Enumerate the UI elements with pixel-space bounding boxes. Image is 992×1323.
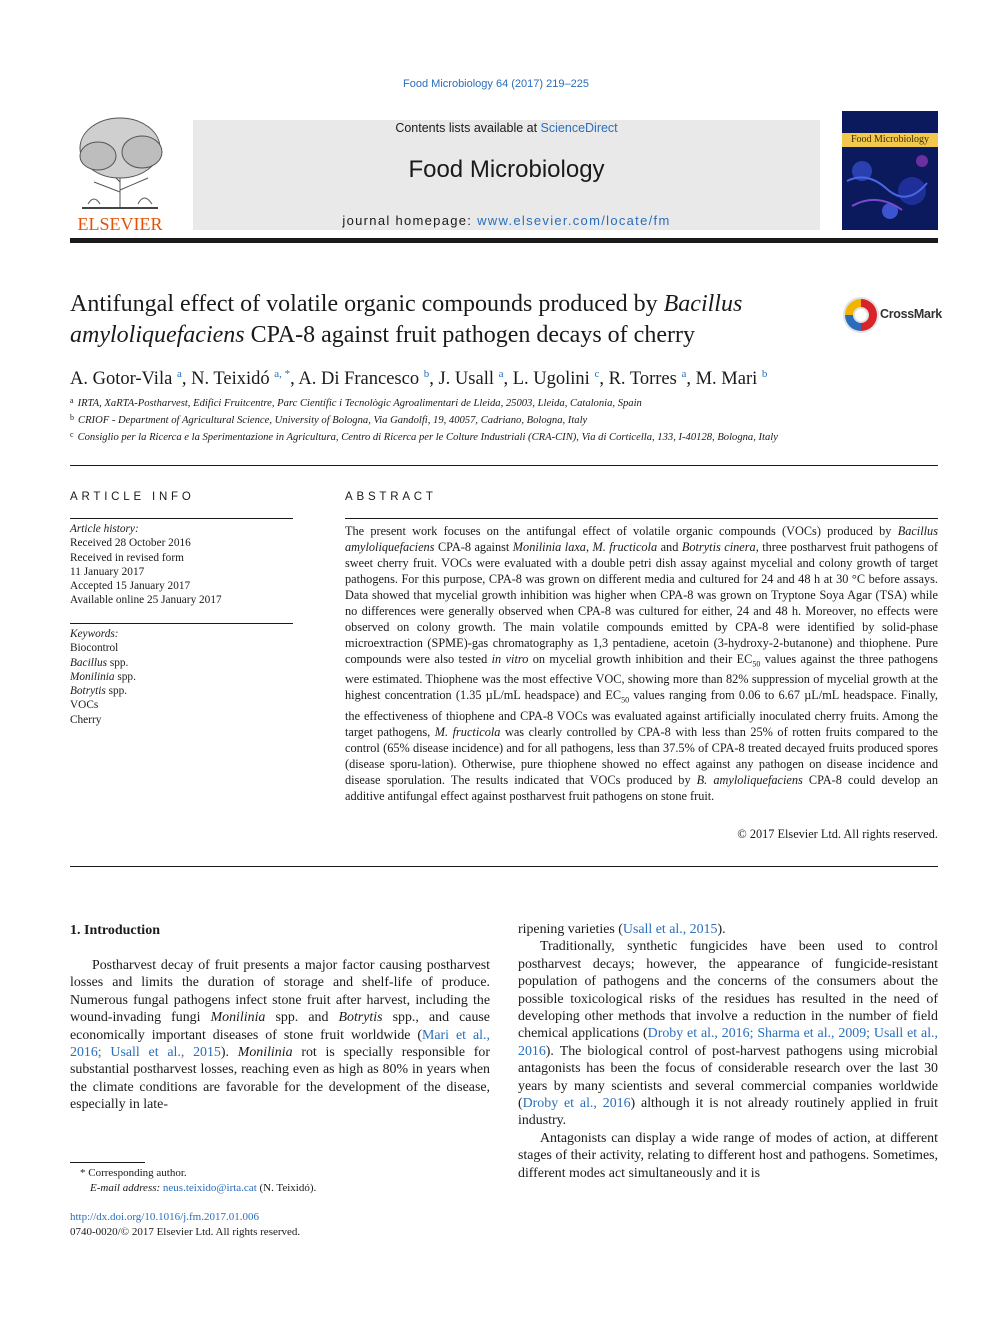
italic-text: Monilinia <box>210 1010 266 1026</box>
paragraph <box>518 1130 938 1182</box>
homepage-prefix: journal homepage: <box>342 213 478 228</box>
affiliation-mark: c <box>70 430 74 440</box>
text-run: ) although it is not already routinely applied in fruit industry. <box>518 1096 938 1129</box>
text-run: on mycelial growth inhibition and their EC <box>528 651 753 666</box>
keyword-text: spp. <box>114 670 136 683</box>
divider <box>70 465 938 466</box>
issn-line: 0740-0020/© 2017 Elsevier Ltd. All rights reserved. <box>70 1226 301 1238</box>
keywords-list <box>70 641 293 727</box>
keyword-text: VOCs <box>70 699 99 712</box>
history-item: 11 January 2017 <box>70 565 145 578</box>
keyword <box>70 670 293 684</box>
history-item: Received in revised form <box>70 551 184 564</box>
email-label: E-mail address: <box>90 1182 163 1194</box>
section-heading-introduction: 1. Introduction <box>70 923 160 938</box>
keyword-text: spp. <box>107 656 129 669</box>
journal-homepage <box>193 213 820 228</box>
sciencedirect-link[interactable]: ScienceDirect <box>540 121 618 135</box>
keyword-text: spp. <box>105 685 128 698</box>
keywords <box>70 627 293 727</box>
italic-text: M. fructicola <box>434 724 501 739</box>
author-name[interactable]: A. Di Francesco <box>298 369 420 390</box>
text-run: values ranging from 0.06 to 6.67 µL/mL headspace. Finally, the effectiveness of thiophene and CPA-8 VOCs was evaluated against artificially inoculated cherry fruits. Among the target pathogens, <box>345 688 939 739</box>
abstract-heading: ABSTRACT <box>345 491 437 503</box>
divider <box>70 866 938 867</box>
cover-title: Food Microbiology <box>842 133 938 147</box>
divider <box>345 518 938 519</box>
email-link[interactable]: neus.teixido@irta.cat <box>162 1182 257 1194</box>
article-history <box>70 522 293 608</box>
crossmark-icon <box>842 296 880 334</box>
author-separator: , <box>686 369 696 390</box>
italic-text: Botrytis <box>338 1010 383 1026</box>
subscript: 50 <box>621 695 630 705</box>
keyword-italic: Monilinia <box>70 670 115 683</box>
keyword-text: Cherry <box>70 713 102 726</box>
history-list <box>70 536 293 607</box>
text-run: Antagonists can display a wide range of modes of action, at different stages of their activity, relating to different host and pathogens. Sometimes, different modes act simultaneously and it is <box>518 1130 938 1181</box>
contents-line <box>193 121 820 135</box>
author-affiliation-mark[interactable]: a <box>498 368 504 380</box>
history-item: Received 28 October 2016 <box>70 537 191 550</box>
affiliation <box>70 394 830 411</box>
history-item: Accepted 15 January 2017 <box>70 580 191 593</box>
subscript: 50 <box>752 659 761 669</box>
text-run: , <box>585 539 593 554</box>
author-separator: , <box>181 369 192 390</box>
citation-link[interactable]: Droby et al., 2016 <box>522 1096 631 1112</box>
author-separator: , <box>429 369 439 390</box>
author-affiliation-mark[interactable]: b <box>423 368 430 380</box>
email-suffix: (N. Teixidó). <box>256 1182 317 1194</box>
title-text: CPA-8 against fruit pathogen decays of cherry <box>244 322 695 348</box>
journal-cover-thumbnail[interactable] <box>842 111 938 230</box>
journal-citation[interactable]: Food Microbiology 64 (2017) 219–225 <box>403 78 589 90</box>
affiliation <box>70 428 830 445</box>
author-affiliation-mark[interactable]: a <box>176 368 182 380</box>
journal-name: Food Microbiology <box>408 156 605 183</box>
citation-link[interactable]: Usall et al., 2015 <box>622 922 718 937</box>
divider <box>70 623 293 624</box>
keyword-italic: Botrytis <box>70 685 106 698</box>
header-rule <box>70 238 938 243</box>
affiliation-text: CRIOF - Department of Agricultural Science, University of Bologna, Via Gandolfi, 19, 40057, Cadriano, Bologna, Italy <box>78 415 588 427</box>
corresponding-label: * Corresponding author. <box>80 1167 187 1179</box>
text-run: , three postharvest fruit pathogens of sweet cherry fruit. VOCs were evaluated with a double petri dish assay against mycelial and colony growth of target pathogens. For this purpose, CPA-8 was grown on different media and cultured for 24 and 48 h at 30 °C before assays. Data showed that mycelial growth inhibition was higher when CPA-8 was grown on Tryptone Soya Agar (TSA) while no differences were generally observed when CPA-8 was cultured for either, 24 and 48 h. Moreover, no effects were observed on colony growth. The main volatile compounds emitted by CPA-8 were identified by solid-phase microextraction (SPME)-gas chromatography as 1,3 pentadiene, acetoin (3-hydroxy-2-butanone) and thiophene. Pure compounds were also tested <box>345 539 939 666</box>
divider <box>70 518 293 519</box>
history-label: Article history: <box>70 523 139 535</box>
text-run: ). The biological control of post-harvest pathogens using microbial antagonists has been the focus of considerable research over the last 30 years by many scientists and several commercial companies worldwide ( <box>518 1043 938 1112</box>
text-run: Postharvest decay of fruit presents a major factor causing postharvest losses and limits the duration of storage and shelf-life of produce. Numerous fungal pathogens infect stone fruit after harvest, including the wound-invading fungi <box>70 958 490 1026</box>
author-separator: , <box>290 369 299 390</box>
title-italic: Bacillus amyloliquefaciens <box>70 291 743 348</box>
text-run: ). <box>717 922 726 937</box>
keyword <box>70 713 293 727</box>
publisher-wordmark: ELSEVIER <box>77 214 163 234</box>
footnote-rule <box>70 1162 145 1163</box>
keyword <box>70 698 293 712</box>
author-name[interactable]: L. Ugolini <box>512 369 590 390</box>
text-run: ). <box>220 1045 238 1061</box>
italic-text: Bacillus amyloliquefaciens <box>345 524 938 554</box>
copyright-notice: © 2017 Elsevier Ltd. All rights reserved. <box>737 827 938 841</box>
citation-link[interactable]: Mari et al., 2016; Usall et al., 2015 <box>70 1027 490 1061</box>
paragraph <box>518 938 938 1129</box>
elsevier-logo[interactable] <box>68 112 172 234</box>
affiliation-text: IRTA, XaRTA-Postharvest, Edifici Fruitcentre, Parc Científic i Tecnològic Agroalimentari de Lleida, 25003, Lleida, Catalonia, Spain <box>77 398 642 409</box>
affiliations <box>70 394 830 446</box>
author-name[interactable]: M. Mari <box>695 369 758 390</box>
author-separator: , <box>599 369 609 390</box>
text-run: and <box>657 539 682 554</box>
text-run: The present work focuses on the antifungal effect of volatile organic compounds (VOCs) produced by <box>345 524 898 538</box>
keyword <box>70 656 293 670</box>
article-info-heading: ARTICLE INFO <box>70 491 195 503</box>
affiliation-text: Consiglio per la Ricerca e la Sperimentazione in Agricultura, Centro di Ricerca per le Colture Industriali (CRA-CIN), Via di Corticella, 133, I-40128, Bologna, Italy <box>77 432 778 444</box>
italic-text: Monilinia laxa <box>512 539 586 554</box>
citation-link[interactable]: Droby et al., 2016; Sharma et al., 2009; Usall et al., 2016 <box>518 1026 938 1059</box>
affiliation <box>70 411 830 428</box>
italic-text: Botrytis cinera <box>681 539 756 554</box>
doi-link[interactable]: http://dx.doi.org/10.1016/j.fm.2017.01.006 <box>70 1211 259 1223</box>
body-column-left <box>70 957 490 1114</box>
keyword-text: Biocontrol <box>70 642 119 655</box>
email-line <box>70 1181 490 1196</box>
contents-prefix: Contents lists available at <box>395 121 541 135</box>
text-run: CPA-8 could develop an additive antifungal effect against postharvest fruit pathogens on stone fruit. <box>345 772 938 803</box>
text-run: CPA-8 against <box>434 539 513 554</box>
affiliation-mark: a <box>70 396 74 405</box>
italic-text: Monilinia <box>237 1045 293 1061</box>
homepage-link[interactable]: www.elsevier.com/locate/fm <box>477 213 671 228</box>
keyword-italic: Bacillus <box>70 656 108 669</box>
title-text: Antifungal effect of volatile organic compounds produced by <box>70 291 664 317</box>
affiliation-mark: b <box>70 413 74 423</box>
keywords-label: Keywords: <box>70 628 119 640</box>
crossmark-label[interactable]: CrossMark <box>880 307 942 321</box>
text-run: spp. and <box>265 1010 339 1026</box>
text-run: was clearly controlled by CPA-8 with less than 25% of rotten fruits compared to the control (65% disease incidence) and for all pathogens, less than 37.5% of CPA-8 treated decayed fruits produced spores (disease sporu-lation). Otherwise, pure thiophene showed no effect against any pathogen on disease incidence and disease sporulation. The results indicated that VOCs produced by <box>345 724 938 787</box>
abstract-text <box>345 524 938 805</box>
corresponding-author-footnote <box>70 1166 490 1196</box>
italic-text: B. amyloliquefaciens <box>696 772 803 787</box>
keyword <box>70 641 293 655</box>
body-column-right <box>518 921 938 1182</box>
history-item: Available online 25 January 2017 <box>70 594 222 607</box>
elsevier-tree-icon <box>68 112 172 234</box>
text-run: values against the three pathogens were estimated. Thiophene was the most effective VOC, showing more than 82% suppression of mycelial growth at the highest concentration (1.35 µL/mL headspace) and EC <box>345 651 938 703</box>
author-name[interactable]: R. Torres <box>608 369 677 390</box>
paragraph <box>518 921 938 938</box>
author-separator: , <box>503 369 513 390</box>
author-affiliation-mark[interactable]: c <box>594 368 600 380</box>
author-list <box>70 362 940 391</box>
author-name[interactable]: N. Teixidó <box>191 369 270 390</box>
keyword <box>70 684 293 698</box>
author-affiliation-mark[interactable]: b <box>761 368 768 380</box>
italic-text: in vitro <box>491 651 529 666</box>
text-run: Traditionally, synthetic fungicides have been used to control postharvest decays; however, the appearance of fungicide-resistant population of pathogens and the concerns of the consumers about the possible toxicological risks of the residues has resulted in the need of developing other methods that involve a reduction in the number of field chemical applications ( <box>518 939 938 1042</box>
italic-text: M. fructicola <box>592 539 658 554</box>
text-run: ripening varieties ( <box>518 922 623 937</box>
author-name[interactable]: A. Gotor-Vila <box>70 369 173 390</box>
text-run: rot is specially responsible for substantial postharvest losses, reaching even as high as 80% in years when the climate conditions are favorable for the development of the disease, especially in late- <box>70 1045 490 1113</box>
author-name[interactable]: J. Usall <box>438 369 494 390</box>
text-run: spp., and cause economically important diseases of stone fruit worldwide ( <box>70 1010 490 1043</box>
cover-image <box>842 111 938 230</box>
article-title <box>70 289 830 351</box>
author-affiliation-mark[interactable]: a <box>681 368 687 380</box>
paragraph <box>70 957 490 1114</box>
author-affiliation-mark[interactable]: a, * <box>274 368 291 380</box>
